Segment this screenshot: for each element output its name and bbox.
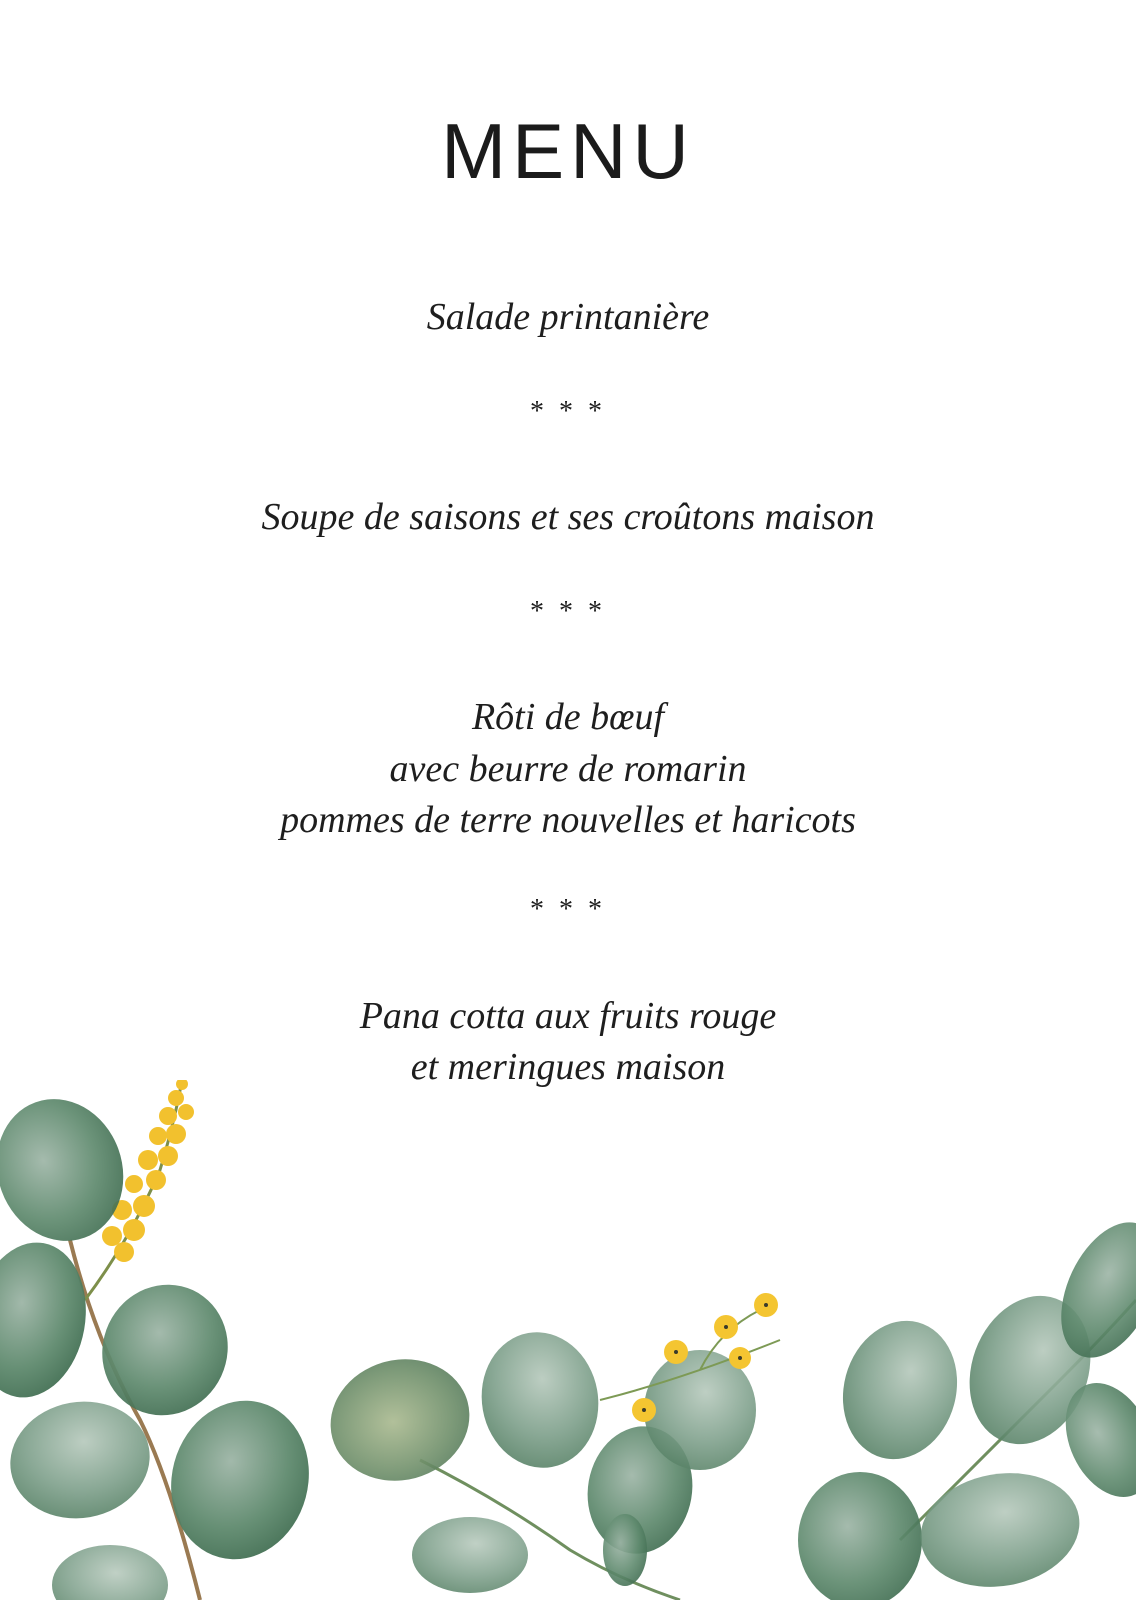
separator-3: * * * [530, 894, 606, 925]
separator-1: * * * [530, 396, 606, 427]
course-4-line-2: et meringues maison [410, 1046, 726, 1088]
course-2-line-1: Soupe de saisons et ses croûtons maison [261, 496, 875, 538]
course-3-line-1: Rôti de bœuf [471, 696, 665, 738]
course-1-line-1: Salade printanière [426, 296, 710, 338]
course-3-line-2: avec beurre de romarin [389, 748, 747, 790]
menu-title: MENU [441, 107, 695, 195]
course-3-line-3: pommes de terre nouvelles et haricots [280, 799, 856, 841]
eucalyptus-foliage-illustration [0, 1080, 1136, 1600]
course-4-line-1: Pana cotta aux fruits rouge [359, 995, 777, 1037]
separator-2: * * * [530, 596, 606, 627]
